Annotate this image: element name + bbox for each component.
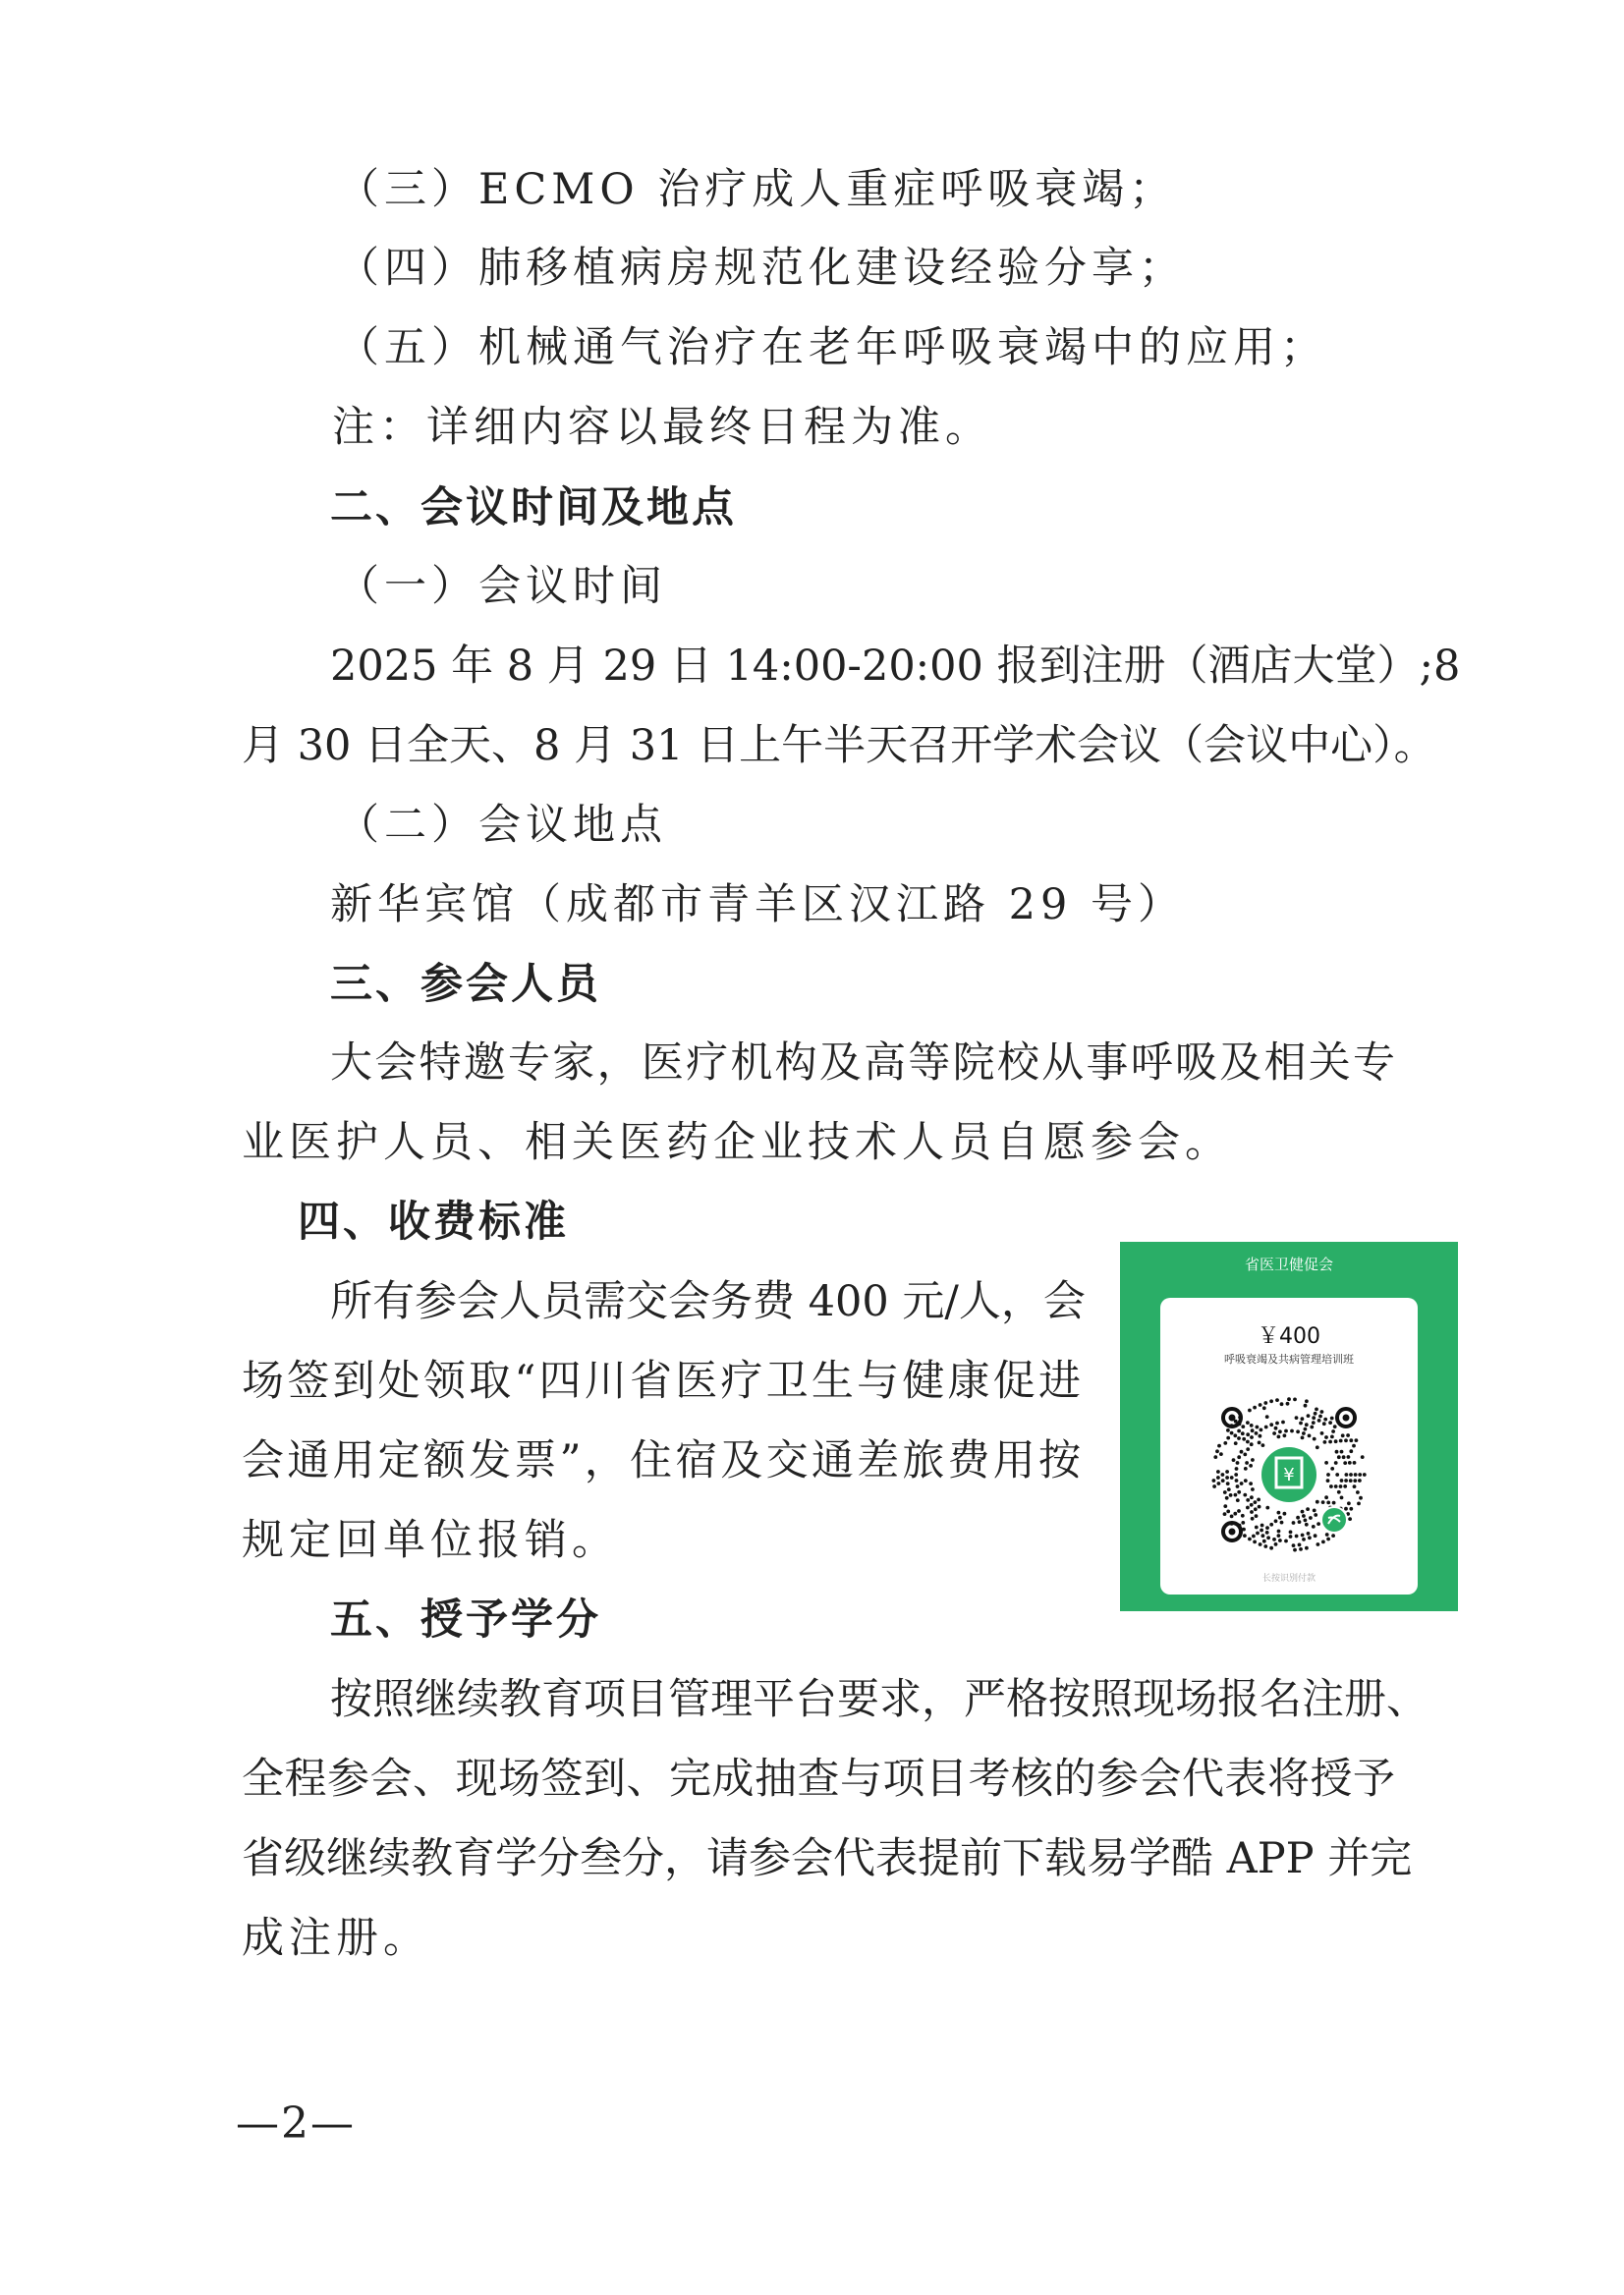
qr-dot — [1248, 1538, 1252, 1541]
qr-dot — [1252, 1535, 1256, 1539]
qr-dot — [1230, 1515, 1234, 1519]
qr-dot — [1225, 1476, 1229, 1480]
page-number: —2— — [236, 2099, 356, 2149]
qr-dot — [1269, 1399, 1273, 1403]
qr-dot — [1299, 1547, 1303, 1551]
qr-dot — [1223, 1490, 1227, 1494]
qr-dot — [1233, 1433, 1237, 1437]
section-heading-fees: 四、收费标准 — [298, 1198, 569, 1247]
qr-dot — [1322, 1422, 1326, 1426]
qr-dot — [1358, 1473, 1362, 1477]
qr-dot — [1235, 1479, 1239, 1483]
qr-dot — [1237, 1509, 1241, 1513]
qr-dot — [1344, 1438, 1348, 1442]
qr-dot — [1254, 1507, 1258, 1511]
qr-dot — [1354, 1473, 1358, 1477]
qr-dot — [1284, 1539, 1288, 1543]
qr-dot — [1326, 1501, 1330, 1505]
qr-dot — [1339, 1484, 1343, 1488]
qr-dot — [1243, 1534, 1247, 1538]
qr-dot — [1353, 1479, 1357, 1483]
qr-dot — [1275, 1422, 1279, 1426]
qr-dot — [1295, 1535, 1299, 1539]
qr-dot — [1233, 1512, 1237, 1516]
qr-dot — [1256, 1426, 1260, 1429]
qr-dot — [1244, 1467, 1248, 1471]
qr-dot — [1234, 1473, 1238, 1477]
qr-dot — [1347, 1501, 1351, 1505]
qr-dot — [1289, 1535, 1293, 1539]
qr-dot — [1260, 1529, 1263, 1533]
qr-dot — [1299, 1422, 1303, 1426]
qr-dot — [1261, 1443, 1265, 1447]
qr-dot — [1329, 1484, 1333, 1488]
qr-dot — [1251, 1428, 1255, 1432]
qr-dot — [1316, 1542, 1320, 1546]
qr-dot — [1339, 1439, 1343, 1443]
qr-dot — [1265, 1526, 1269, 1530]
qr-dot — [1250, 1424, 1254, 1427]
qr-dot — [1255, 1514, 1259, 1518]
qr-dot — [1250, 1510, 1254, 1514]
qr-dot — [1243, 1493, 1247, 1497]
qr-dot — [1320, 1410, 1324, 1414]
qr-dot — [1278, 1429, 1282, 1433]
qr-dot — [1298, 1520, 1302, 1524]
qr-dot — [1334, 1484, 1338, 1488]
qr-dot — [1240, 1450, 1244, 1454]
qr-dot — [1264, 1426, 1268, 1429]
qr-dot — [1263, 1544, 1267, 1548]
qr-yuan-symbol: ¥ — [1283, 1465, 1295, 1485]
qr-dot — [1290, 1429, 1294, 1433]
subheading-meeting-place: （二）会议地点 — [337, 801, 667, 850]
qr-dot — [1330, 1435, 1334, 1439]
qr-dot — [1345, 1473, 1349, 1477]
qr-dot — [1331, 1534, 1335, 1538]
qr-dot — [1313, 1509, 1316, 1513]
qr-dot — [1308, 1536, 1312, 1539]
qr-dot — [1250, 1435, 1254, 1439]
qr-dot — [1333, 1425, 1337, 1428]
qr-dot — [1330, 1467, 1334, 1471]
qr-dot — [1348, 1517, 1352, 1521]
qr-dot — [1334, 1461, 1338, 1465]
qr-inner-panel — [1160, 1298, 1418, 1595]
qr-finder-center — [1229, 1415, 1236, 1422]
fees-line-1: 所有参会人员需交会务费 400 元/人，会 — [330, 1277, 1086, 1326]
qr-dot — [1301, 1417, 1305, 1421]
qr-dot — [1265, 1531, 1269, 1535]
qr-dot — [1304, 1519, 1308, 1523]
qr-dot — [1306, 1507, 1310, 1511]
qr-dot — [1301, 1436, 1305, 1440]
qr-dot — [1235, 1467, 1239, 1471]
qr-dot — [1305, 1523, 1309, 1527]
credits-line-3: 省级继续教育学分叁分，请参会代表提前下载易学酷 APP 并完 — [242, 1834, 1413, 1883]
qr-dot — [1304, 1404, 1308, 1408]
qr-dot — [1324, 1461, 1328, 1465]
qr-dot — [1255, 1526, 1259, 1530]
qr-organization: 省医卫健促会 — [1244, 1256, 1333, 1273]
qr-dot — [1340, 1496, 1344, 1500]
qr-dot — [1274, 1542, 1278, 1546]
qr-dot — [1278, 1516, 1282, 1520]
qr-dot — [1236, 1484, 1240, 1488]
qr-dot — [1237, 1490, 1241, 1494]
qr-dot — [1241, 1425, 1245, 1428]
section-heading-time-place: 二、会议时间及地点 — [330, 483, 737, 532]
qr-dot — [1284, 1429, 1288, 1433]
qr-dot — [1309, 1516, 1313, 1520]
qr-dot — [1263, 1401, 1267, 1405]
qr-dot — [1237, 1429, 1241, 1433]
qr-dot — [1292, 1521, 1296, 1525]
qr-dot — [1277, 1435, 1281, 1439]
payment-qr-card[interactable] — [1120, 1242, 1458, 1611]
qr-dot — [1281, 1421, 1285, 1425]
qr-dot — [1344, 1479, 1348, 1483]
qr-dot — [1347, 1455, 1351, 1459]
qr-dot — [1221, 1479, 1225, 1483]
qr-dot — [1363, 1473, 1367, 1477]
qr-dot — [1258, 1441, 1261, 1445]
qr-dot — [1316, 1445, 1319, 1449]
qr-dot — [1298, 1543, 1302, 1547]
qr-dot — [1234, 1441, 1238, 1445]
qr-dot — [1301, 1510, 1305, 1514]
qr-dot — [1307, 1532, 1311, 1536]
qr-dot — [1337, 1490, 1341, 1494]
qr-dot — [1323, 1440, 1327, 1444]
qr-dot — [1260, 1524, 1264, 1528]
qr-dot — [1274, 1427, 1278, 1430]
qr-dot — [1295, 1416, 1299, 1420]
qr-dot — [1212, 1484, 1216, 1488]
credits-line-4: 成注册。 — [242, 1914, 430, 1963]
qr-dot — [1213, 1455, 1217, 1459]
qr-dot — [1226, 1510, 1230, 1514]
qr-dot — [1215, 1449, 1219, 1453]
qr-dot — [1241, 1431, 1245, 1435]
qr-dot — [1331, 1429, 1335, 1433]
qr-dot — [1223, 1512, 1227, 1516]
qr-dot — [1301, 1534, 1305, 1538]
qr-dot — [1246, 1440, 1250, 1444]
qr-dot — [1234, 1493, 1238, 1497]
qr-dot — [1225, 1496, 1229, 1500]
qr-dot — [1249, 1464, 1253, 1468]
qr-dot — [1330, 1417, 1334, 1421]
qr-dot — [1302, 1538, 1306, 1541]
qr-dot — [1358, 1479, 1362, 1483]
qr-dot — [1223, 1504, 1227, 1508]
qr-dot — [1308, 1434, 1312, 1438]
qr-dot — [1255, 1431, 1259, 1435]
qr-dot — [1212, 1479, 1216, 1483]
qr-dot — [1349, 1507, 1353, 1511]
qr-dot — [1246, 1432, 1250, 1436]
qr-dot — [1275, 1398, 1279, 1402]
subheading-meeting-time: （一）会议时间 — [337, 562, 667, 611]
qr-dot — [1269, 1546, 1273, 1550]
qr-dot — [1253, 1540, 1257, 1544]
qr-finder-center — [1229, 1529, 1236, 1536]
credits-line-1: 按照继续教育项目管理平台要求，严格按照现场报名注册、 — [330, 1675, 1428, 1724]
qr-dot — [1328, 1421, 1332, 1425]
qr-dot — [1262, 1539, 1266, 1543]
qr-dot — [1225, 1470, 1229, 1474]
qr-dot — [1250, 1495, 1254, 1499]
qr-dot — [1296, 1516, 1300, 1520]
qr-dot — [1337, 1455, 1341, 1459]
qr-dot — [1223, 1441, 1227, 1445]
qr-dot — [1226, 1436, 1230, 1440]
qr-dot — [1283, 1512, 1287, 1516]
qr-dot — [1316, 1522, 1320, 1526]
qr-dot — [1248, 1409, 1252, 1413]
qr-dot — [1245, 1461, 1249, 1465]
qr-dot — [1250, 1503, 1254, 1507]
qr-dot — [1262, 1406, 1266, 1410]
qr-dot — [1349, 1438, 1353, 1442]
qr-dot — [1230, 1476, 1234, 1480]
qr-dot — [1272, 1538, 1276, 1541]
qr-dot — [1217, 1482, 1221, 1485]
attendees-line-1: 大会特邀专家，医疗机构及高等院校从事呼吸及相关专 — [330, 1038, 1395, 1088]
qr-dot — [1280, 1521, 1284, 1525]
qr-dot — [1283, 1433, 1287, 1437]
qr-dot — [1359, 1496, 1363, 1500]
qr-dot — [1287, 1397, 1291, 1401]
qr-dot — [1305, 1546, 1309, 1550]
qr-dot — [1265, 1415, 1269, 1419]
qr-dot — [1246, 1498, 1250, 1502]
qr-dot — [1251, 1487, 1255, 1491]
qr-dot — [1356, 1490, 1360, 1494]
qr-dot — [1346, 1433, 1350, 1437]
qr-dot — [1246, 1421, 1250, 1425]
qr-dot — [1326, 1538, 1330, 1541]
qr-dot — [1312, 1416, 1316, 1420]
qr-dot — [1292, 1543, 1296, 1547]
qr-dot — [1296, 1429, 1300, 1433]
agenda-item-5: （五）机械通气治疗在老年呼吸衰竭中的应用； — [337, 323, 1327, 372]
qr-dot — [1243, 1453, 1247, 1457]
qr-dot — [1314, 1534, 1317, 1538]
section-heading-attendees: 三、参会人员 — [330, 960, 601, 1009]
qr-dot — [1254, 1500, 1258, 1504]
qr-dot — [1241, 1521, 1245, 1525]
qr-dot — [1242, 1437, 1246, 1441]
qr-dot — [1226, 1482, 1230, 1485]
qr-dot — [1335, 1450, 1339, 1454]
qr-hint: 长按识别付款 — [1261, 1574, 1316, 1584]
qr-dot — [1348, 1461, 1352, 1465]
qr-dot — [1320, 1431, 1324, 1435]
qr-dot — [1334, 1439, 1338, 1443]
qr-dot — [1310, 1426, 1314, 1429]
qr-dot — [1302, 1514, 1306, 1518]
fees-line-4: 规定回单位报销。 — [242, 1516, 619, 1565]
qr-dot — [1227, 1487, 1231, 1491]
qr-dot — [1256, 1532, 1260, 1536]
qr-dot — [1269, 1523, 1273, 1527]
qr-dot — [1357, 1502, 1361, 1506]
qr-finder-center — [1343, 1415, 1350, 1422]
credits-line-2: 全程参会、现场签到、完成抽查与项目考核的参会代表将授予 — [242, 1755, 1395, 1804]
qr-dot — [1260, 1428, 1263, 1432]
qr-amount: ￥400 — [1258, 1324, 1320, 1349]
qr-dot — [1314, 1412, 1317, 1416]
qr-dot — [1236, 1461, 1240, 1465]
agenda-item-3: （三）ECMO 治疗成人重症呼吸衰竭； — [337, 165, 1177, 214]
qr-dot — [1324, 1495, 1328, 1499]
qr-dot — [1246, 1506, 1250, 1510]
qr-dot — [1217, 1444, 1221, 1448]
agenda-note: 注：详细内容以最终日程为准。 — [332, 403, 992, 452]
qr-dot — [1251, 1458, 1255, 1462]
qr-dot — [1304, 1427, 1308, 1431]
qr-dot — [1293, 1398, 1297, 1402]
qr-dot — [1229, 1493, 1233, 1497]
qr-dot — [1286, 1402, 1290, 1406]
qr-dot — [1332, 1501, 1336, 1505]
qr-dot — [1316, 1500, 1319, 1504]
qr-dot — [1274, 1519, 1278, 1523]
qr-dot — [1253, 1406, 1257, 1410]
qr-dot — [1340, 1450, 1344, 1454]
qr-dot — [1237, 1436, 1241, 1440]
qr-dot — [1344, 1507, 1348, 1511]
qr-dot — [1340, 1479, 1344, 1483]
qr-code-icon[interactable] — [1210, 1396, 1368, 1553]
qr-dot — [1259, 1542, 1262, 1546]
qr-dot — [1293, 1548, 1297, 1552]
qr-dot — [1251, 1517, 1255, 1521]
qr-dot — [1349, 1449, 1353, 1453]
qr-dot — [1289, 1531, 1293, 1535]
qr-dot — [1265, 1506, 1269, 1510]
qr-dot — [1257, 1498, 1260, 1502]
qr-dot — [1236, 1498, 1240, 1502]
qr-dot — [1343, 1461, 1347, 1465]
qr-dot — [1278, 1539, 1282, 1542]
qr-dot — [1355, 1438, 1359, 1442]
qr-dot — [1361, 1455, 1365, 1459]
qr-dot — [1266, 1536, 1270, 1539]
qr-dot — [1325, 1533, 1329, 1537]
qr-dot — [1318, 1415, 1322, 1419]
qr-dot — [1221, 1473, 1225, 1477]
qr-dot — [1261, 1534, 1265, 1538]
attendees-line-2: 业医护人员、相关医药企业技术人员自愿参会。 — [242, 1118, 1232, 1167]
qr-dot — [1349, 1479, 1353, 1483]
qr-dot — [1328, 1440, 1332, 1444]
qr-dot — [1307, 1414, 1311, 1418]
section-heading-credits: 五、授予学分 — [330, 1595, 601, 1645]
qr-dot — [1280, 1402, 1284, 1406]
qr-dot — [1335, 1473, 1339, 1477]
fees-line-3: 会通用定额发票”，住宿及交通差旅费用按 — [242, 1436, 1081, 1485]
qr-dot — [1353, 1484, 1357, 1488]
qr-dot — [1349, 1473, 1353, 1477]
qr-dot — [1315, 1408, 1318, 1412]
qr-dot — [1343, 1484, 1347, 1488]
qr-dot — [1230, 1431, 1234, 1435]
qr-dot — [1241, 1514, 1245, 1518]
qr-dot — [1216, 1470, 1220, 1474]
qr-dot — [1305, 1399, 1309, 1403]
qr-dot — [1305, 1423, 1309, 1427]
qr-dot — [1277, 1534, 1281, 1538]
qr-dot — [1250, 1442, 1254, 1446]
qr-dot — [1259, 1434, 1262, 1438]
qr-dot — [1313, 1437, 1316, 1441]
qr-dot — [1277, 1511, 1281, 1515]
fees-line-2: 场签到处领取“四川省医疗卫生与健康促进 — [242, 1357, 1081, 1406]
qr-dot — [1219, 1452, 1223, 1456]
qr-dot — [1246, 1447, 1250, 1451]
qr-dot — [1326, 1479, 1330, 1483]
qr-dot — [1324, 1435, 1328, 1439]
qr-dot — [1353, 1461, 1357, 1465]
qr-dot — [1321, 1500, 1325, 1504]
qr-dot — [1269, 1423, 1273, 1427]
qr-dot — [1249, 1482, 1253, 1485]
qr-dot — [1302, 1431, 1306, 1435]
qr-dot — [1312, 1525, 1316, 1529]
qr-dot — [1272, 1431, 1276, 1435]
qr-dot — [1258, 1505, 1261, 1509]
qr-dot — [1216, 1476, 1220, 1480]
qr-dot — [1352, 1444, 1356, 1448]
qr-dot — [1240, 1482, 1244, 1485]
qr-dot — [1244, 1479, 1248, 1483]
meeting-place: 新华宾馆（成都市青羊区汉江路 29 号） — [330, 880, 1186, 929]
agenda-item-4: （四）肺移植病房规范化建设经验分享； — [337, 244, 1186, 293]
qr-dot — [1232, 1458, 1236, 1462]
qr-dot — [1226, 1428, 1230, 1432]
qr-dot — [1312, 1421, 1316, 1425]
qr-dot — [1321, 1540, 1325, 1544]
qr-dot — [1323, 1418, 1327, 1422]
qr-dot — [1237, 1455, 1241, 1459]
qr-dot — [1342, 1455, 1346, 1459]
meeting-time-line-1: 2025 年 8 月 29 日 14:00-20:00 报到注册（酒店大堂）;8 — [330, 642, 1461, 691]
qr-dot — [1341, 1433, 1345, 1437]
meeting-time-line-2: 月 30 日全天、8 月 31 日上午半天召开学术会议（会议中心）。 — [242, 721, 1436, 770]
qr-dot — [1259, 1403, 1262, 1407]
qr-dot — [1326, 1473, 1330, 1477]
qr-dot — [1277, 1530, 1281, 1534]
qr-dot — [1314, 1513, 1317, 1517]
qr-description: 呼吸衰竭及共病管理培训班 — [1224, 1353, 1354, 1366]
qr-dot — [1317, 1419, 1321, 1423]
